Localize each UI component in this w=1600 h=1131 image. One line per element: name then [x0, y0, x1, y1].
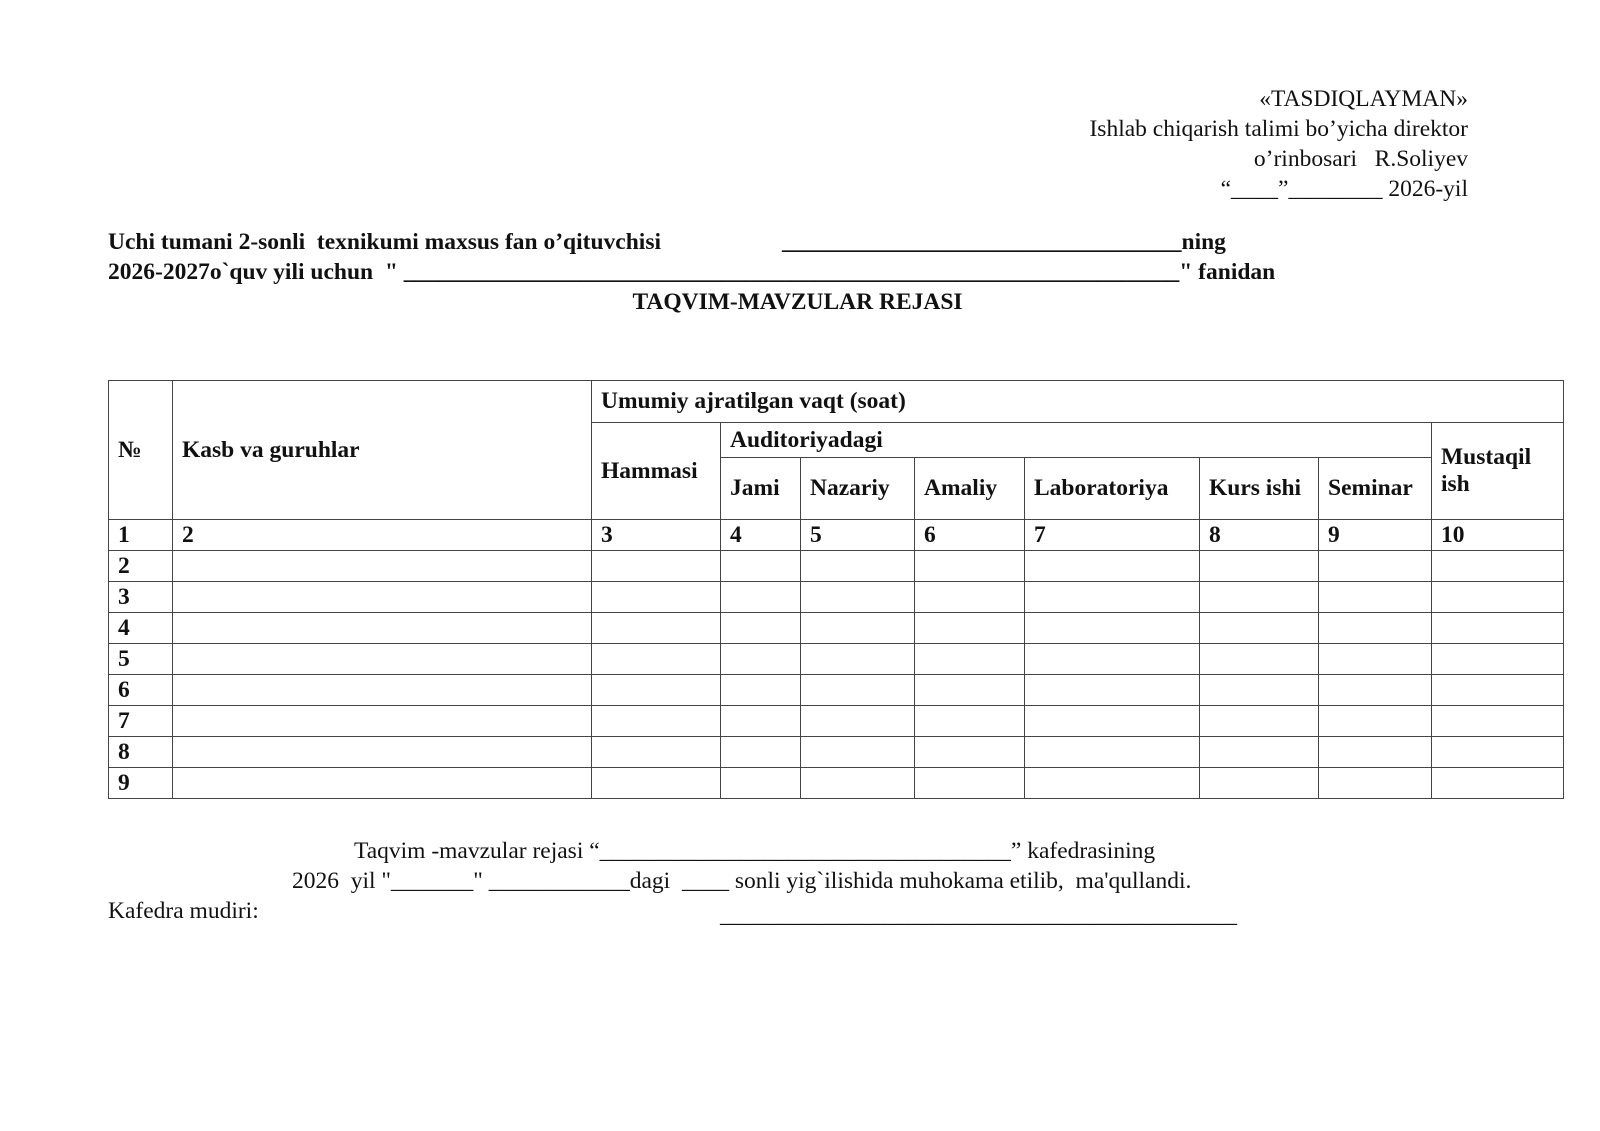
empty-cell — [1025, 551, 1200, 582]
empty-cell — [1025, 613, 1200, 644]
empty-cell — [801, 737, 915, 768]
empty-cell — [592, 768, 721, 799]
header-cell-jami: Jami — [721, 458, 801, 520]
empty-cell — [801, 582, 915, 613]
empty-cell — [721, 706, 801, 737]
empty-cell — [592, 675, 721, 706]
table-row — [109, 582, 1564, 613]
empty-cell — [1025, 582, 1200, 613]
empty-cell — [592, 582, 721, 613]
empty-cell — [173, 768, 592, 799]
empty-cell — [801, 768, 915, 799]
header-cell-laboratoriya: Laboratoriya — [1025, 458, 1200, 520]
empty-cell — [1432, 613, 1564, 644]
empty-cell — [915, 737, 1025, 768]
empty-cell — [1432, 551, 1564, 582]
page-title — [0, 289, 1600, 316]
table-row — [109, 768, 1564, 799]
empty-cell — [1025, 675, 1200, 706]
header-cell-auditoriya: Auditoriyadagi — [721, 423, 1432, 458]
empty-cell — [721, 582, 801, 613]
empty-cell — [173, 675, 592, 706]
empty-cell — [1432, 768, 1564, 799]
empty-cell — [915, 551, 1025, 582]
row-number: 4 — [109, 613, 173, 644]
empty-cell — [1319, 737, 1432, 768]
header-cell-mustaqil: Mustaqil ish — [1432, 423, 1564, 520]
empty-cell — [1200, 737, 1319, 768]
table-row — [109, 551, 1564, 582]
empty-cell — [1200, 644, 1319, 675]
numbering-cell: 1 — [109, 520, 173, 551]
table-header-row-1 — [109, 381, 1564, 423]
plan-table — [108, 380, 1564, 799]
numbering-cell: 3 — [592, 520, 721, 551]
empty-cell — [915, 613, 1025, 644]
header-line-1-text: Uchi tumani 2-sonli texnikumi maxsus fan o’qituvchisi — [108, 229, 661, 255]
empty-cell — [1432, 706, 1564, 737]
empty-cell — [1432, 582, 1564, 613]
empty-cell — [1025, 737, 1200, 768]
empty-cell — [801, 644, 915, 675]
empty-cell — [1025, 768, 1200, 799]
empty-cell — [1319, 675, 1432, 706]
empty-cell — [1432, 675, 1564, 706]
footer-signature-line: ____________________________________________ — [720, 902, 1237, 928]
empty-cell — [1200, 613, 1319, 644]
empty-cell — [592, 551, 721, 582]
footer-label-kafedra-mudiri: Kafedra mudiri: — [108, 898, 259, 924]
numbering-cell: 8 — [1200, 520, 1319, 551]
empty-cell — [173, 551, 592, 582]
empty-cell — [1025, 644, 1200, 675]
row-number: 8 — [109, 737, 173, 768]
empty-cell — [173, 706, 592, 737]
numbering-cell: 5 — [801, 520, 915, 551]
empty-cell — [1200, 706, 1319, 737]
empty-cell — [173, 737, 592, 768]
empty-cell — [1200, 768, 1319, 799]
row-number: 5 — [109, 644, 173, 675]
empty-cell — [1432, 737, 1564, 768]
empty-cell — [721, 675, 801, 706]
row-number: 2 — [109, 551, 173, 582]
header-cell-number: № — [109, 381, 173, 520]
empty-cell — [915, 768, 1025, 799]
numbering-cell: 9 — [1319, 520, 1432, 551]
empty-cell — [1319, 644, 1432, 675]
row-number: 7 — [109, 706, 173, 737]
empty-cell — [592, 644, 721, 675]
empty-cell — [1319, 613, 1432, 644]
approval-line-date: “____”________ 2026-yil — [1220, 176, 1468, 202]
header-line-1-blank: __________________________________ning — [782, 229, 1226, 255]
empty-cell — [173, 613, 592, 644]
empty-cell — [1319, 706, 1432, 737]
empty-cell — [721, 644, 801, 675]
header-cell-amaliy: Amaliy — [915, 458, 1025, 520]
page-title-text: TAQVIM-MAVZULAR REJASI — [632, 289, 963, 315]
table-row — [109, 737, 1564, 768]
numbering-cell: 2 — [173, 520, 592, 551]
empty-cell — [801, 706, 915, 737]
approval-line-position: Ishlab chiqarish talimi bo’yicha direktor — [1089, 116, 1468, 142]
row-number: 6 — [109, 675, 173, 706]
empty-cell — [173, 644, 592, 675]
table-row — [109, 675, 1564, 706]
empty-cell — [1025, 706, 1200, 737]
header-line-2: 2026-2027o`quv yili uchun " __________________________________________________________________" fanidan — [108, 259, 1276, 285]
empty-cell — [721, 737, 801, 768]
table-row — [109, 706, 1564, 737]
empty-cell — [915, 582, 1025, 613]
footer-line-1: Taqvim -mavzular rejasi “___________________________________” kafedrasining — [354, 838, 1156, 864]
empty-cell — [1319, 768, 1432, 799]
empty-cell — [1200, 675, 1319, 706]
empty-cell — [915, 675, 1025, 706]
empty-cell — [801, 675, 915, 706]
empty-cell — [721, 768, 801, 799]
empty-cell — [592, 613, 721, 644]
row-number: 9 — [109, 768, 173, 799]
empty-cell — [915, 706, 1025, 737]
row-number: 3 — [109, 582, 173, 613]
empty-cell — [801, 613, 915, 644]
empty-cell — [1319, 551, 1432, 582]
empty-cell — [801, 551, 915, 582]
footer-line-2: 2026 yil "_______" ____________dagi ____ sonli yig`ilishida muhokama etilib, ma'qullandi. — [292, 868, 1192, 894]
empty-cell — [173, 582, 592, 613]
empty-cell — [721, 551, 801, 582]
empty-cell — [592, 706, 721, 737]
empty-cell — [1432, 644, 1564, 675]
numbering-cell: 10 — [1432, 520, 1564, 551]
numbering-cell: 7 — [1025, 520, 1200, 551]
numbering-cell: 6 — [915, 520, 1025, 551]
table-numbering-row — [109, 520, 1564, 551]
table-row — [109, 613, 1564, 644]
header-cell-seminar: Seminar — [1319, 458, 1432, 520]
header-cell-hammasi: Hammasi — [592, 423, 721, 520]
empty-cell — [1200, 582, 1319, 613]
empty-cell — [592, 737, 721, 768]
table-row — [109, 644, 1564, 675]
empty-cell — [1319, 582, 1432, 613]
header-cell-kurs-ishi: Kurs ishi — [1200, 458, 1319, 520]
approval-line-name: o’rinbosari R.Soliyev — [1253, 146, 1468, 172]
empty-cell — [915, 644, 1025, 675]
header-cell-nazariy: Nazariy — [801, 458, 915, 520]
empty-cell — [721, 613, 801, 644]
approval-block — [1089, 84, 1468, 204]
header-cell-kasb: Kasb va guruhlar — [173, 381, 592, 520]
header-cell-total-time: Umumiy ajratilgan vaqt (soat) — [592, 381, 1564, 423]
empty-cell — [1200, 551, 1319, 582]
numbering-cell: 4 — [721, 520, 801, 551]
approval-title: «TASDIQLAYMAN» — [1259, 86, 1468, 112]
